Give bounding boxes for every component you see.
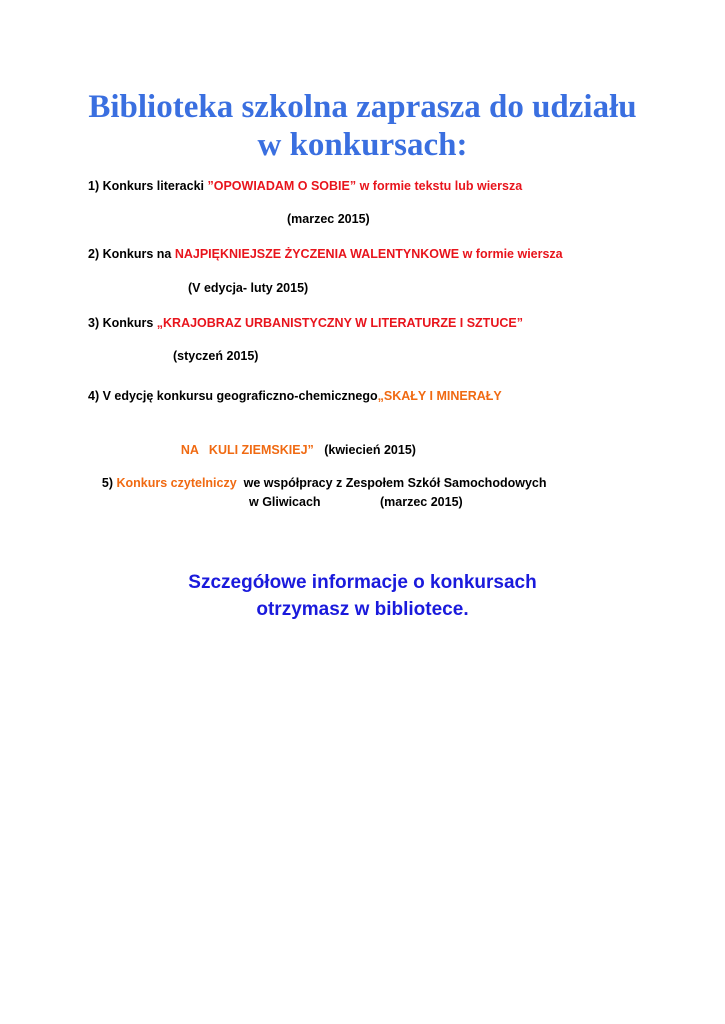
- contest-1-date: (marzec 2015): [287, 212, 370, 226]
- contest-3-prefix: 3) Konkurs: [88, 316, 157, 330]
- contest-2-name: NAJPIĘKNIEJSZE ŻYCZENIA WALENTYNKOWE: [174, 247, 460, 261]
- contest-4-name-continued: NA KULI ZIEMSKIEJ”: [180, 443, 314, 457]
- contest-4-date: [314, 443, 324, 457]
- contest-3-name: „KRAJOBRAZ URBANISTYCZNY W LITERATURZE I SZTUCE”: [156, 316, 523, 330]
- contest-1-suffix: w formie tekstu lub wiersza: [356, 179, 523, 193]
- contest-5-suffix: we współpracy z Zespołem Szkół Samochodowych: [236, 476, 547, 490]
- page-title-line-1: Biblioteka szkolna zaprasza do udziału: [88, 89, 637, 125]
- contest-5-prefix: 5): [101, 476, 117, 490]
- contest-2-date: (V edycja- luty 2015): [188, 281, 309, 295]
- contest-5-name: Konkurs czytelniczy: [116, 476, 237, 490]
- contest-3-date: (styczeń 2015): [173, 349, 259, 363]
- page-title-line-2: w konkursach:: [257, 127, 468, 163]
- contest-4: [88, 388, 502, 404]
- contest-4-prefix: 4) V edycję konkursu geograficzno-chemicznego: [88, 389, 378, 403]
- info-note-line-1: Szczegółowe informacje o konkursach: [188, 572, 537, 593]
- contest-2: [88, 246, 563, 262]
- contest-5-place: w Gliwicach: [249, 495, 321, 509]
- contest-5-date: (marzec 2015): [380, 495, 463, 509]
- contest-2-prefix: 2) Konkurs na: [88, 247, 175, 261]
- contest-4-name: „SKAŁY I MINERAŁY: [377, 389, 502, 403]
- contest-1-prefix: 1) Konkurs literacki: [88, 179, 208, 193]
- contest-3: [88, 315, 523, 331]
- info-note-line-2: otrzymasz w bibliotece.: [256, 599, 469, 620]
- contest-2-suffix: w formie wiersza: [459, 247, 563, 261]
- contest-4-date-text: (kwiecień 2015): [324, 443, 416, 457]
- contest-1-name: ”OPOWIADAM O SOBIE”: [207, 179, 357, 193]
- contest-1: [88, 178, 522, 194]
